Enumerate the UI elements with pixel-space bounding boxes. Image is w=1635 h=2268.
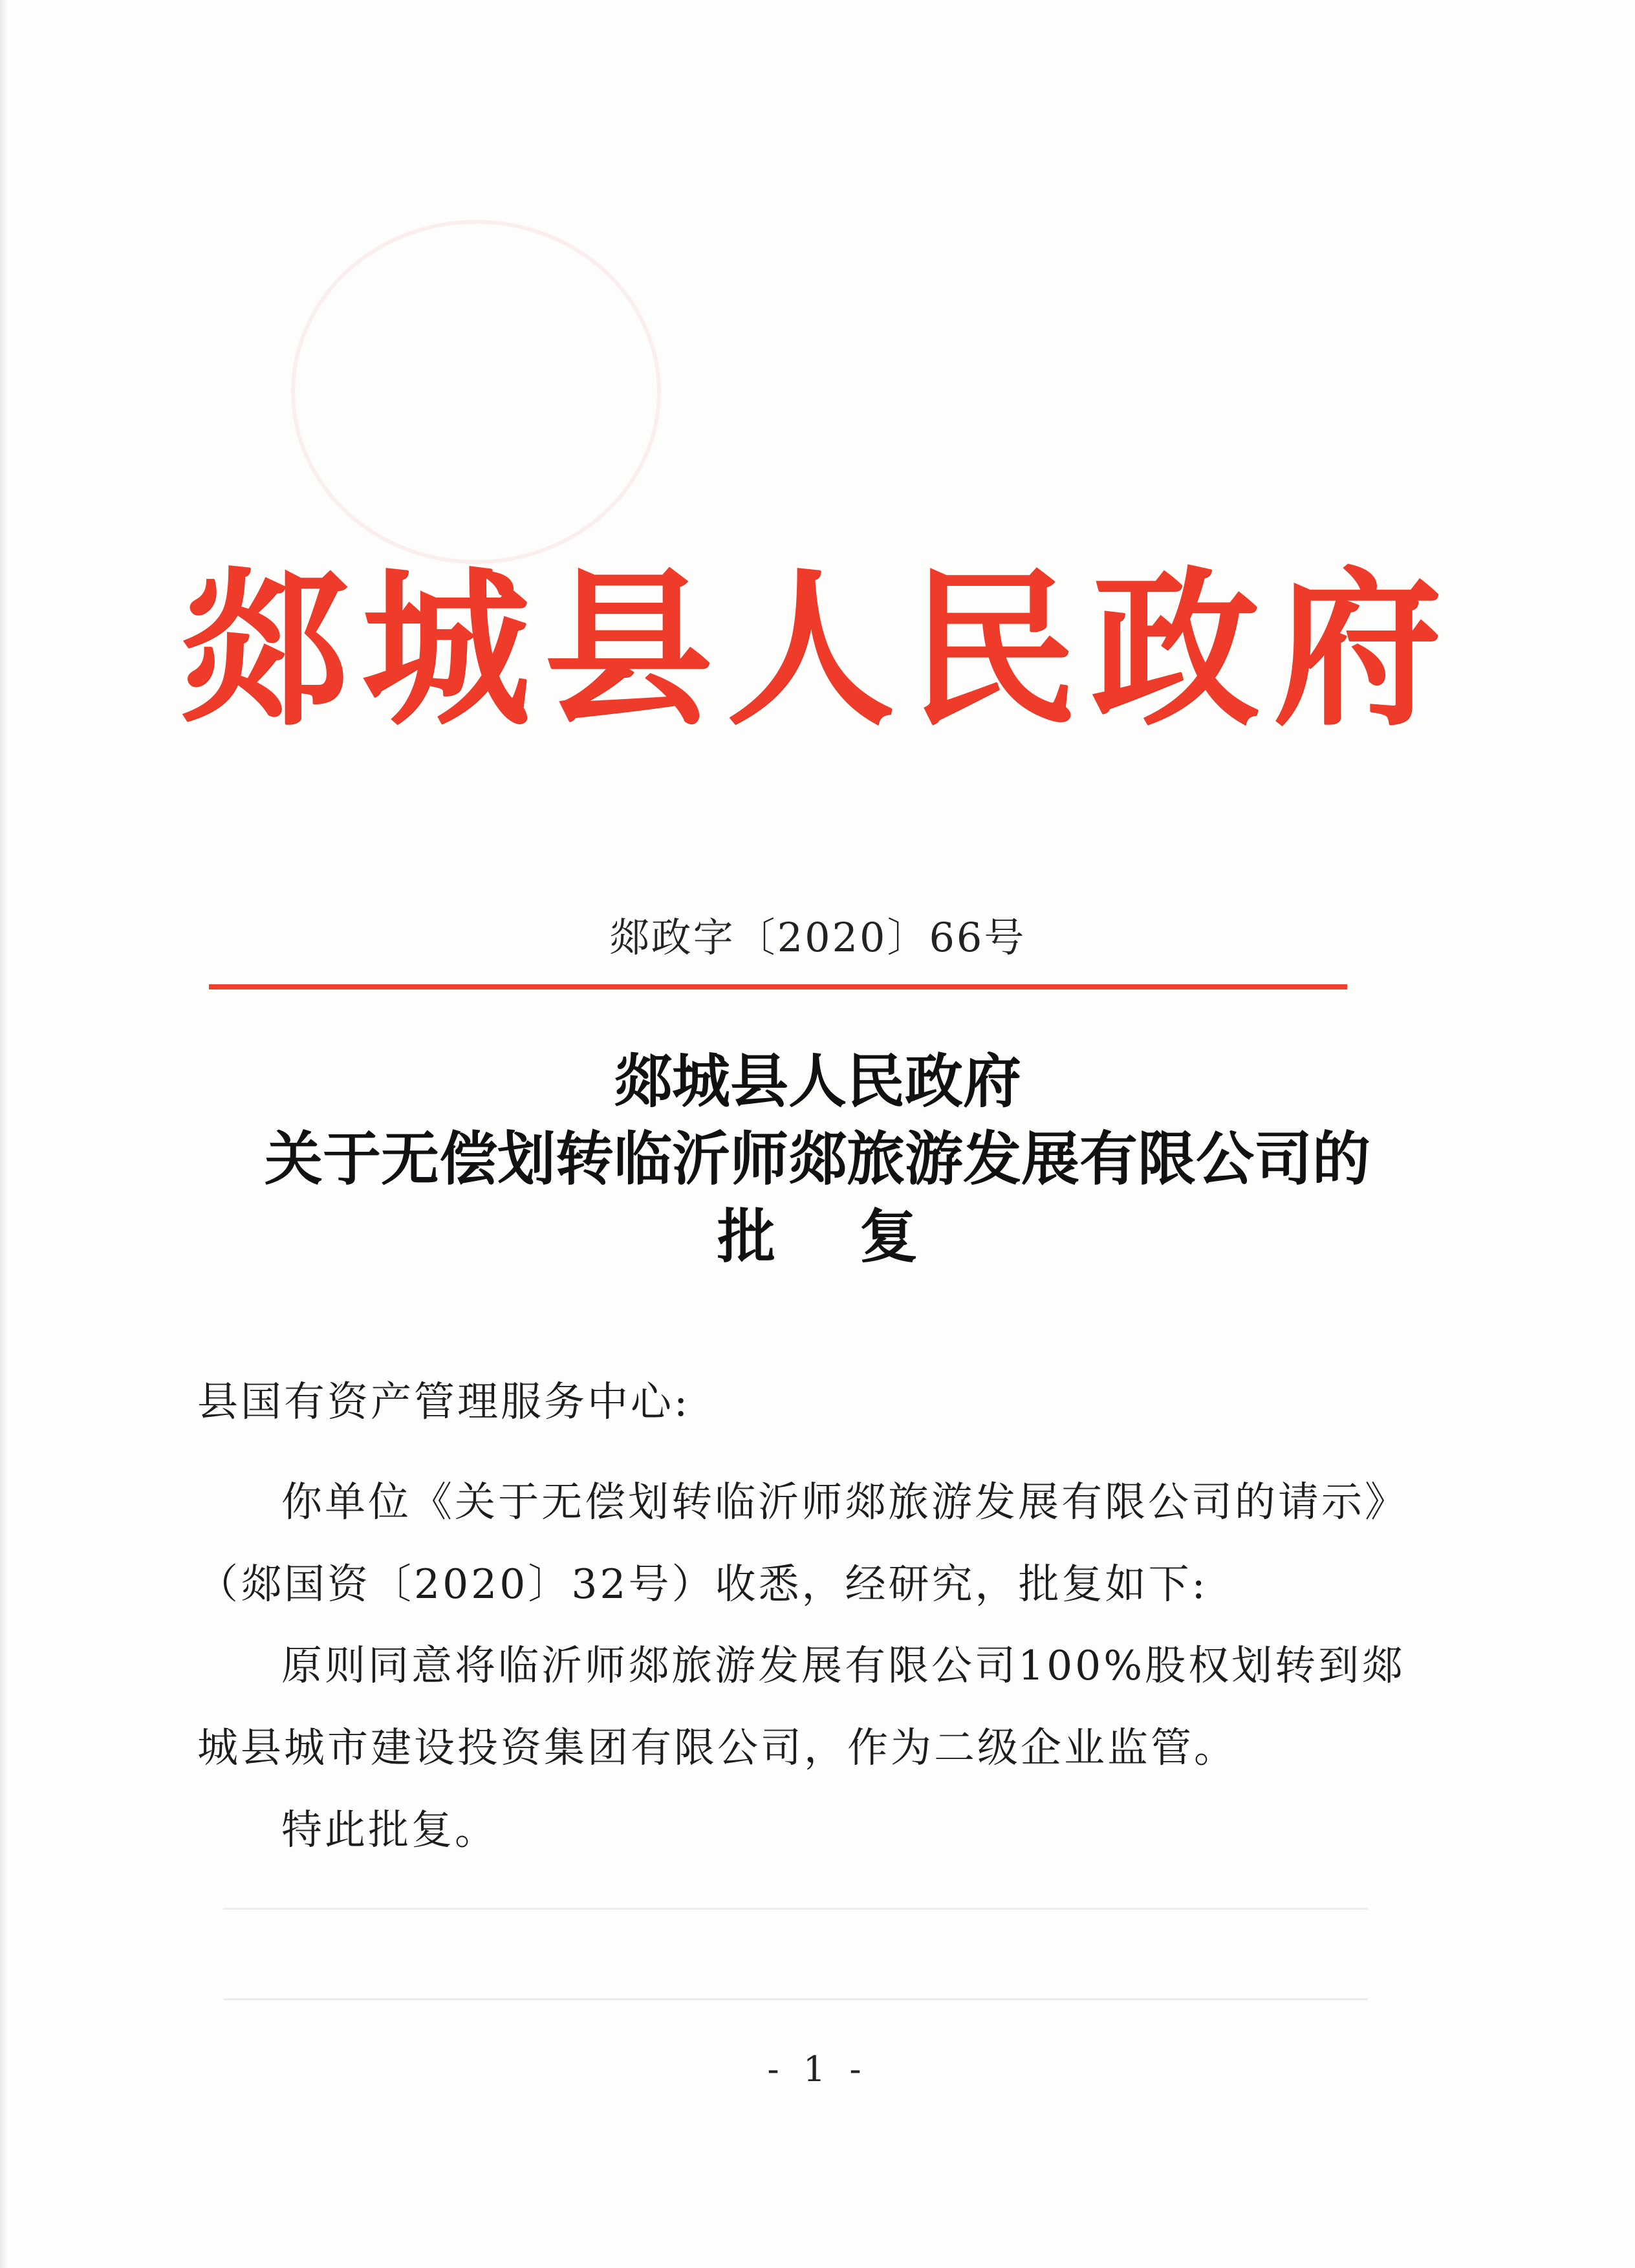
bleed-through-rule-top (223, 1908, 1368, 1910)
title-line-reply: 批复 (717, 1202, 1002, 1271)
paragraph-1-line-1: 你单位《关于无偿划转临沂师郯旅游发展有限公司的请示》 (281, 1478, 1408, 1526)
document-number: 郯政字〔2020〕66号 (609, 914, 1026, 961)
document-title (0, 1042, 1635, 1275)
addressee: 县国有资产管理服务中心: (197, 1378, 691, 1425)
paragraph-2-line-1: 原则同意将临沂师郯旅游发展有限公司100%股权划转到郯 (281, 1642, 1405, 1689)
closing-line: 特此批复。 (281, 1806, 498, 1853)
title-line-issuer: 郯城县人民政府 (614, 1047, 1021, 1116)
red-masthead: 郯城县人民政府 (179, 551, 1456, 748)
page-number: - 1 - (767, 2049, 868, 2090)
paragraph-1-line-2: （郯国资〔2020〕32号）收悉，经研究，批复如下: (197, 1561, 1208, 1608)
bleed-through-rule-bottom (223, 1998, 1368, 2000)
red-divider-line (209, 984, 1347, 989)
title-line-subject: 关于无偿划转临沂师郯旅游发展有限公司的 (265, 1125, 1370, 1193)
paragraph-2-line-2: 城县城市建设投资集团有限公司，作为二级企业监管。 (197, 1724, 1237, 1771)
faint-seal-ghost (291, 220, 661, 564)
